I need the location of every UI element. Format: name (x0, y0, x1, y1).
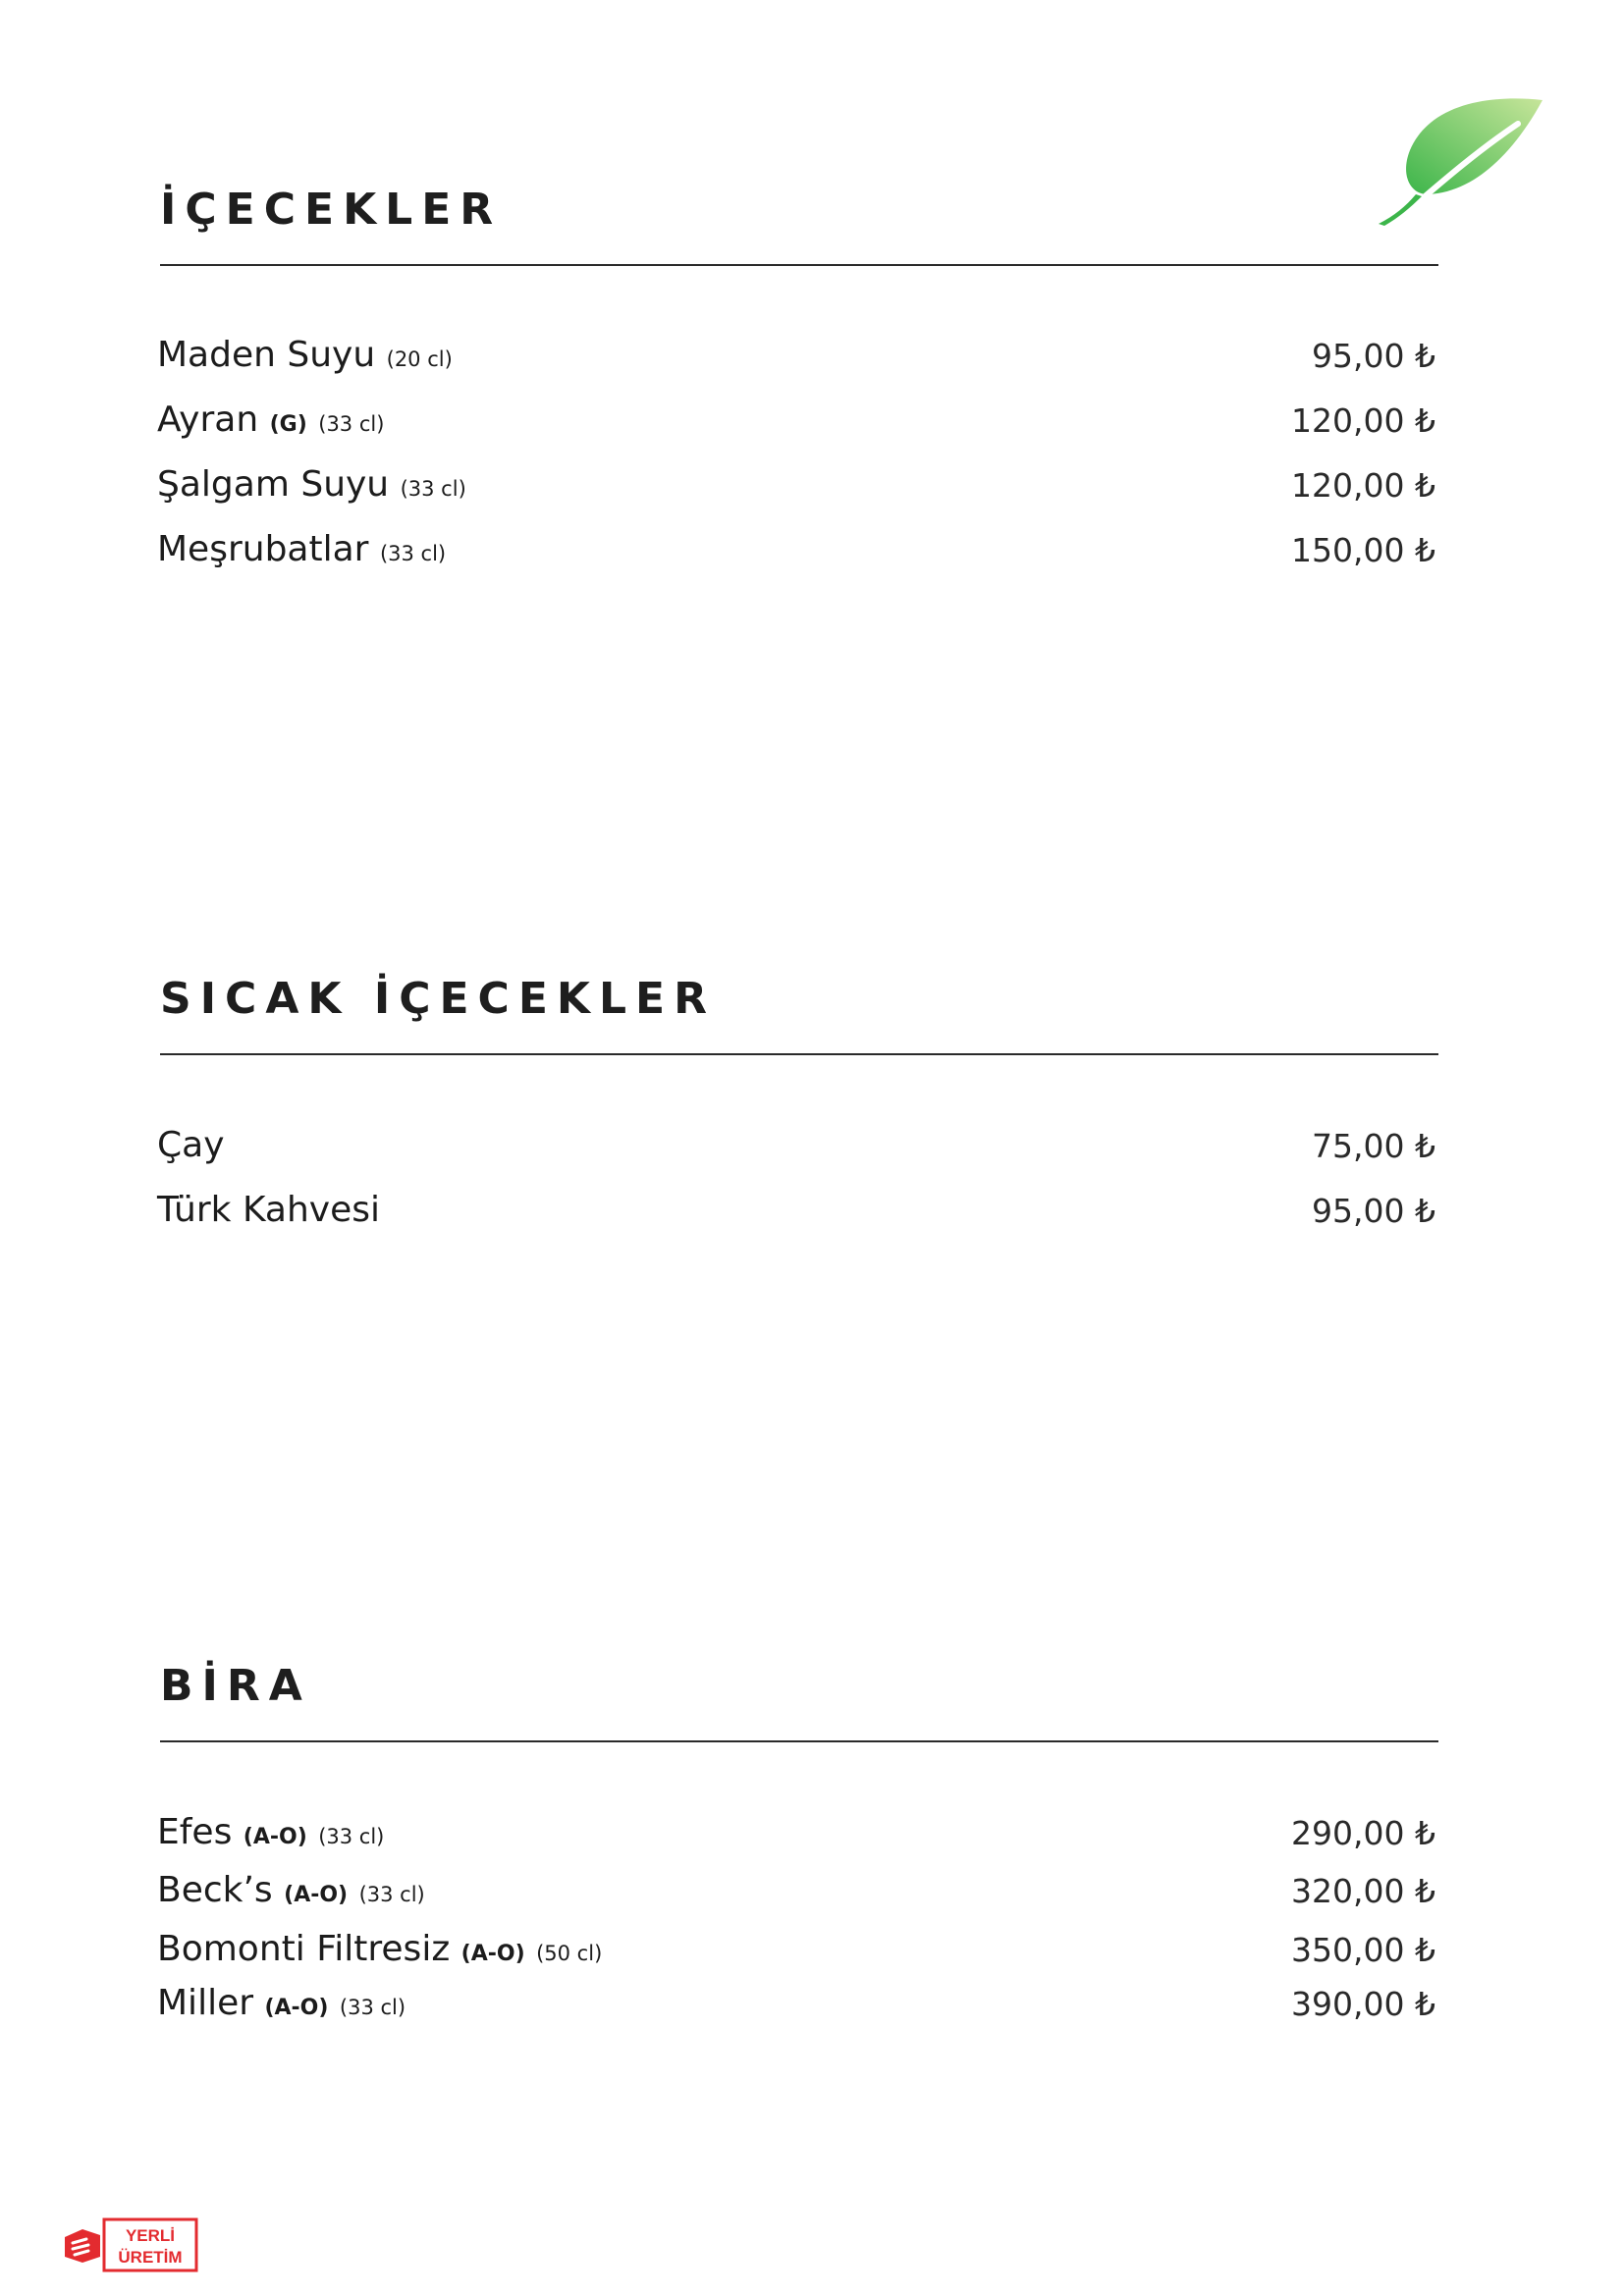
item-tag: (A-O) (460, 1942, 525, 1966)
menu-item (157, 1867, 1435, 1916)
item-volume: (33 cl) (379, 542, 447, 565)
menu-item (157, 1980, 1435, 2029)
section-divider (160, 264, 1438, 266)
section-title: BİRA (160, 1661, 311, 1711)
section-title: İÇECEKLER (160, 185, 503, 235)
item-volume: (33 cl) (339, 1996, 406, 2019)
item-price: 320,00 ₺ (1291, 1872, 1435, 1910)
item-price: 120,00 ₺ (1291, 401, 1435, 440)
item-price: 95,00 ₺ (1312, 337, 1435, 375)
menu-item (157, 1926, 1435, 1975)
item-price: 120,00 ₺ (1291, 466, 1435, 505)
section-divider (160, 1740, 1438, 1742)
menu-item (157, 1187, 1435, 1236)
item-price: 290,00 ₺ (1291, 1814, 1435, 1852)
item-volume: (33 cl) (358, 1883, 425, 1906)
hand-icon (65, 2229, 100, 2263)
section-divider (160, 1053, 1438, 1055)
item-price: 150,00 ₺ (1291, 531, 1435, 569)
section-title: SICAK İÇECEKLER (160, 974, 716, 1024)
menu-item (157, 1809, 1435, 1858)
item-tag: (A-O) (243, 1825, 307, 1849)
item-price: 390,00 ₺ (1291, 1985, 1435, 2023)
item-name: Şalgam Suyu (157, 464, 390, 505)
item-price: 350,00 ₺ (1291, 1931, 1435, 1969)
item-volume: (50 cl) (536, 1942, 603, 1965)
menu-item (157, 397, 1435, 446)
menu-item (157, 332, 1435, 381)
item-name: Çay (157, 1125, 225, 1165)
item-name: Ayran (157, 400, 259, 440)
item-name: Türk Kahvesi (157, 1190, 381, 1230)
item-volume: (33 cl) (400, 477, 466, 501)
item-tag: (A-O) (284, 1883, 349, 1907)
item-name: Bomonti Filtresiz (157, 1929, 451, 1969)
item-name: Beck’s (157, 1870, 273, 1910)
item-tag: (A-O) (264, 1996, 329, 2020)
item-name: Maden Suyu (157, 335, 376, 375)
item-volume: (20 cl) (386, 347, 453, 371)
menu-item (157, 526, 1435, 575)
leaf-icon (1371, 96, 1547, 226)
item-volume: (33 cl) (318, 412, 385, 436)
menu-item (157, 1122, 1435, 1171)
badge-line2: ÜRETİM (118, 2248, 183, 2267)
item-volume: (33 cl) (318, 1825, 385, 1848)
item-price: 95,00 ₺ (1312, 1192, 1435, 1230)
yerli-uretim-badge (61, 2217, 198, 2272)
item-tag: (G) (269, 412, 307, 437)
item-name: Efes (157, 1812, 233, 1852)
item-name: Meşrubatlar (157, 529, 369, 569)
badge-line1: YERLİ (125, 2226, 176, 2245)
item-price: 75,00 ₺ (1312, 1127, 1435, 1165)
item-name: Miller (157, 1983, 254, 2023)
menu-item (157, 461, 1435, 510)
